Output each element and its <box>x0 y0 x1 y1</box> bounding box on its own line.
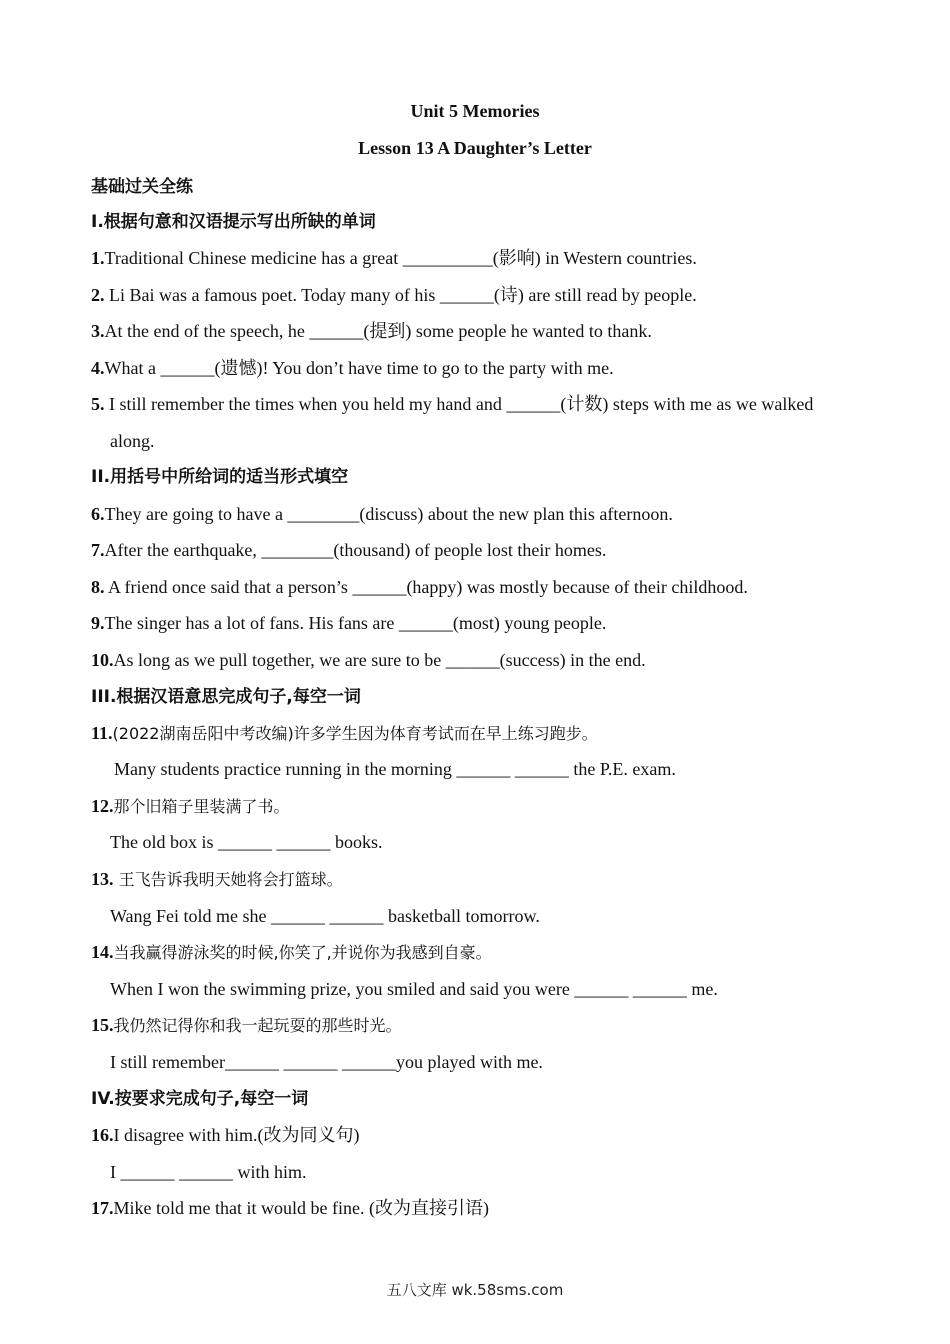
section-title: 基础过关全练 <box>91 177 193 197</box>
question-13 <box>91 868 343 891</box>
question-9 <box>91 612 606 634</box>
section-heading-1: I.根据句意和汉语提示写出所缺的单词 <box>91 212 376 232</box>
question-number: 17. <box>91 1198 114 1218</box>
question-text: The singer has a lot of fans. His fans are ______(most) young people. <box>104 613 607 633</box>
question-3 <box>91 320 652 342</box>
question-number: 14. <box>91 942 114 962</box>
question-2 <box>91 284 697 306</box>
lesson-title: Lesson 13 A Daughter’s Letter <box>358 138 592 158</box>
question-text: Li Bai was a famous poet. Today many of his ______(诗) are still read by people. <box>104 285 697 305</box>
question-text: I still remember the times when you held my hand and ______(计数) steps with me as we walked <box>104 394 814 414</box>
question-text: Mike told me that it would be fine. (改为直接引语) <box>113 1198 489 1218</box>
question-text: After the earthquake, ________(thousand) of people lost their homes. <box>104 540 607 560</box>
question-number: 15. <box>91 1015 114 1035</box>
question-number: 9. <box>91 613 105 633</box>
question-text: They are going to have a ________(discuss) about the new plan this afternoon. <box>104 504 673 524</box>
section-heading-3: III.根据汉语意思完成句子,每空一词 <box>91 687 361 707</box>
question-6 <box>91 503 673 525</box>
question-number: 4. <box>91 358 105 378</box>
question-11 <box>91 722 598 745</box>
question-12-answer: The old box is ______ ______ books. <box>110 832 383 852</box>
question-text: (2022湖南岳阳中考改编)许多学生因为体育考试而在早上练习跑步。 <box>112 724 598 743</box>
question-number: 5. <box>91 394 105 414</box>
question-number: 10. <box>91 650 114 670</box>
question-number: 1. <box>91 248 105 268</box>
question-number: 2. <box>91 285 105 305</box>
question-number: 7. <box>91 540 105 560</box>
question-number: 8. <box>91 577 105 597</box>
question-8 <box>91 576 748 598</box>
question-4 <box>91 357 614 379</box>
question-16 <box>91 1124 359 1146</box>
question-number: 6. <box>91 504 105 524</box>
question-14 <box>91 941 492 964</box>
question-5 <box>91 393 813 415</box>
question-1 <box>91 247 697 269</box>
question-number: 3. <box>91 321 105 341</box>
question-number: 12. <box>91 796 114 816</box>
question-text: What a ______(遗憾)! You don’t have time to go to the party with me. <box>104 358 614 378</box>
question-17 <box>91 1197 489 1219</box>
question-14-answer: When I won the swimming prize, you smiled and said you were ______ ______ me. <box>110 979 718 999</box>
question-number: 16. <box>91 1125 114 1145</box>
question-12 <box>91 795 290 818</box>
section-heading-2: II.用括号中所给词的适当形式填空 <box>91 467 349 487</box>
unit-title: Unit 5 Memories <box>410 101 540 121</box>
question-text: 王飞告诉我明天她将会打篮球。 <box>113 870 343 889</box>
footer-watermark: 五八文库 wk.58sms.com <box>386 1281 564 1299</box>
question-11-answer: Many students practice running in the morning ______ ______ the P.E. exam. <box>114 759 676 779</box>
question-text: 当我赢得游泳奖的时候,你笑了,并说你为我感到自豪。 <box>113 943 492 962</box>
question-15-answer: I still remember______ ______ ______you played with me. <box>110 1052 543 1072</box>
question-number: 11. <box>91 723 113 743</box>
question-text: 那个旧箱子里装满了书。 <box>113 797 290 816</box>
question-15 <box>91 1014 402 1037</box>
question-13-answer: Wang Fei told me she ______ ______ basketball tomorrow. <box>110 906 540 926</box>
question-number: 13. <box>91 869 114 889</box>
question-text: I disagree with him.(改为同义句) <box>113 1125 360 1145</box>
question-10 <box>91 649 646 671</box>
question-text: At the end of the speech, he ______(提到) some people he wanted to thank. <box>104 321 652 341</box>
question-text: Traditional Chinese medicine has a great __________(影响) in Western countries. <box>104 248 697 268</box>
question-16-answer: I ______ ______ with him. <box>110 1162 307 1182</box>
question-text: As long as we pull together, we are sure to be ______(success) in the end. <box>113 650 646 670</box>
question-text: A friend once said that a person’s ______(happy) was mostly because of their childhood. <box>104 577 748 597</box>
section-heading-4: IV.按要求完成句子,每空一词 <box>91 1089 309 1109</box>
question-5-continuation: along. <box>110 431 155 451</box>
question-7 <box>91 539 606 561</box>
question-text: 我仍然记得你和我一起玩耍的那些时光。 <box>113 1016 402 1035</box>
